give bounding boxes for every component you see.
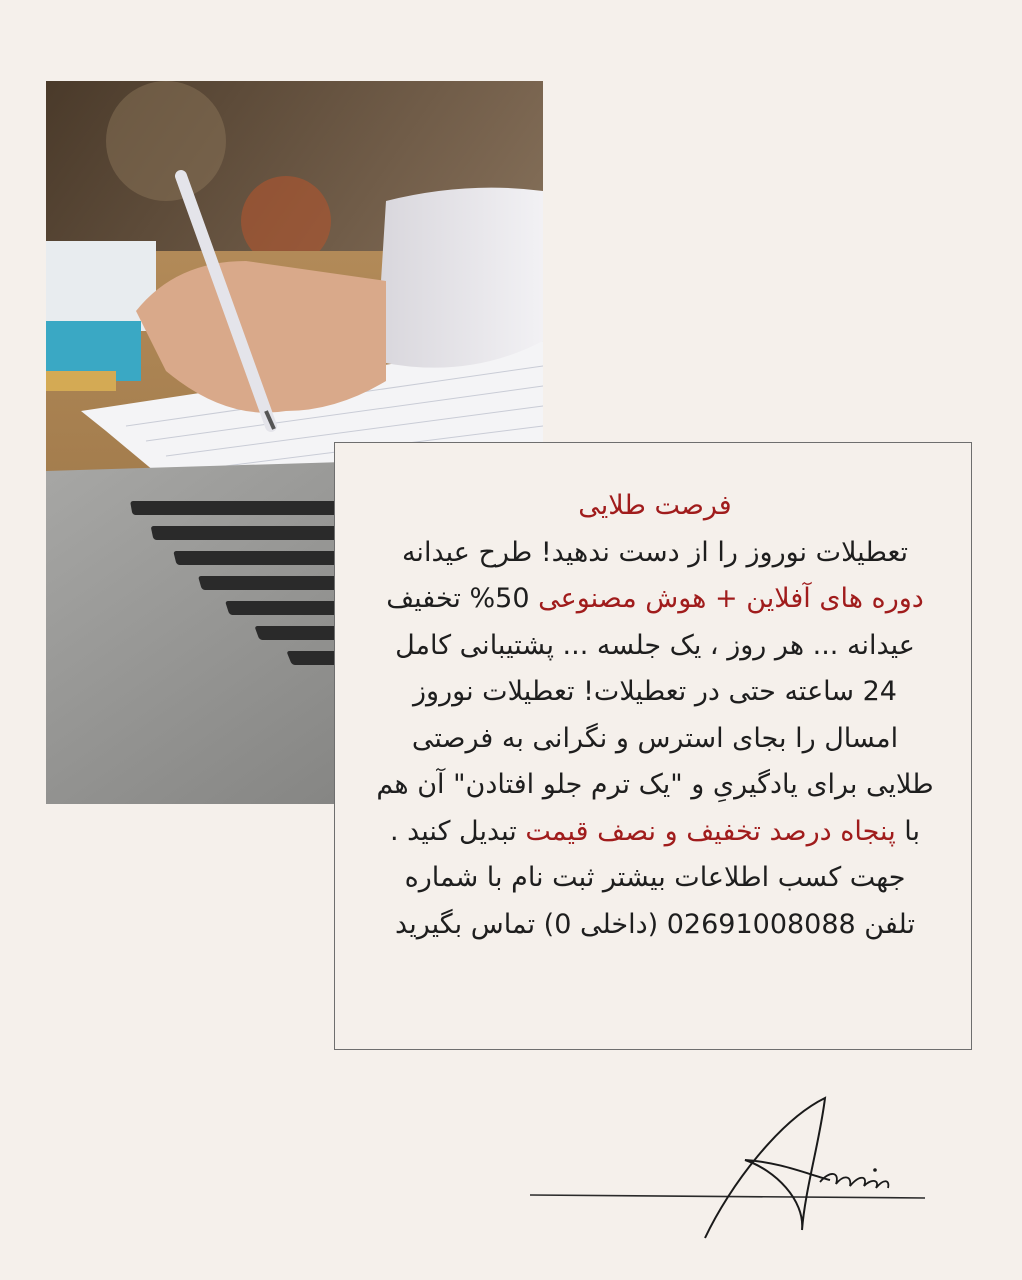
promo-line-headline: تعطیلات نوروز را از دست ندهید!: [540, 536, 909, 568]
promo-highlight-discount: پنجاه درصد تخفیف و نصف قیمت: [525, 815, 896, 847]
promo-card: [334, 442, 972, 1050]
promo-text: [375, 483, 935, 948]
promo-text-details: 50% تخفیف عیدانه ... هر روز ، یک جلسه ... پشتیبانی کامل 24 ساعته حتی در تعطیلات! تعطیلات نوروز امسال را بجای استرس و نگرانی به فرصتی طلایی برای یادگیریِ و "یک ترم جلو افتادن" آن هم با: [376, 583, 934, 847]
signature-logo: [530, 1090, 930, 1240]
promo-title: فرصت طلایی: [578, 490, 732, 521]
promo-text-plan: طرح عیدانه: [401, 536, 541, 568]
promo-highlight-courses: دوره های آفلاین + هوش مصنوعی: [538, 583, 924, 614]
promo-text-contact: تبدیل کنید . جهت کسب اطلاعات بیشتر ثبت نام با شماره تلفن 02691008088 (داخلی 0) تماس بگیرید: [389, 815, 915, 940]
promo-paragraph: [375, 530, 935, 949]
